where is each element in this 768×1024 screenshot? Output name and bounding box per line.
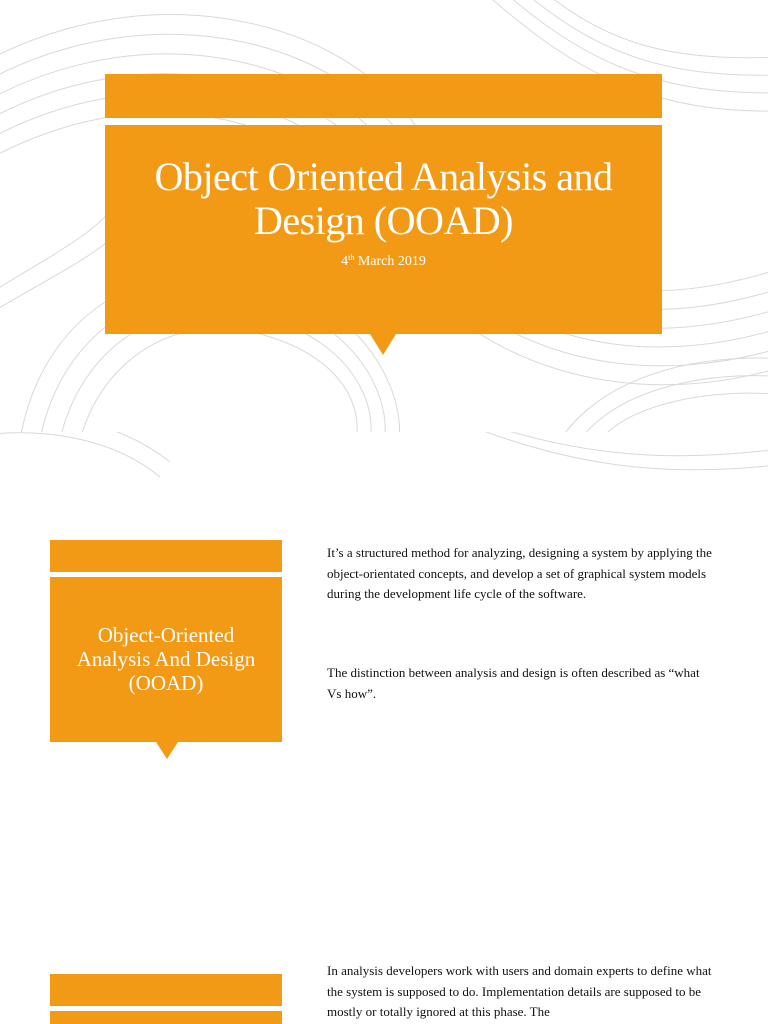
distinction-paragraph: The distinction between analysis and design is often described as “what Vs how”. bbox=[327, 665, 700, 701]
date-month-year: March 2019 bbox=[357, 254, 426, 269]
title-header-bar bbox=[105, 74, 662, 118]
title-box-pointer bbox=[370, 334, 396, 355]
date-day: 4 bbox=[341, 254, 349, 269]
section-title-box bbox=[50, 1011, 282, 1024]
presentation-title: Object Oriented Analysis and Design (OOAD) bbox=[154, 154, 613, 243]
section-header-bar bbox=[50, 540, 282, 572]
section-title: Object-Oriented Analysis And Design (OOAD) bbox=[76, 623, 256, 695]
date-suffix: th bbox=[348, 253, 355, 262]
section-title-box bbox=[50, 577, 282, 742]
analysis-slide bbox=[0, 864, 768, 1024]
section-header-bar bbox=[50, 974, 282, 1006]
definition-slide bbox=[0, 432, 768, 864]
title-box bbox=[105, 125, 662, 334]
analysis-paragraph: In analysis developers work with users and domain experts to define what the system is supposed to do. Implementation details are supposed to be mostly or totally ignored at this phase. The bbox=[327, 963, 712, 1020]
definition-paragraph: It’s a structured method for analyzing, designing a system by applying the object-orientated concepts, and develop a set of graphical system models during the development life cycle of the software. bbox=[327, 545, 712, 602]
title-slide bbox=[0, 0, 768, 432]
section-box-pointer bbox=[156, 742, 178, 759]
presentation-date bbox=[105, 249, 662, 271]
